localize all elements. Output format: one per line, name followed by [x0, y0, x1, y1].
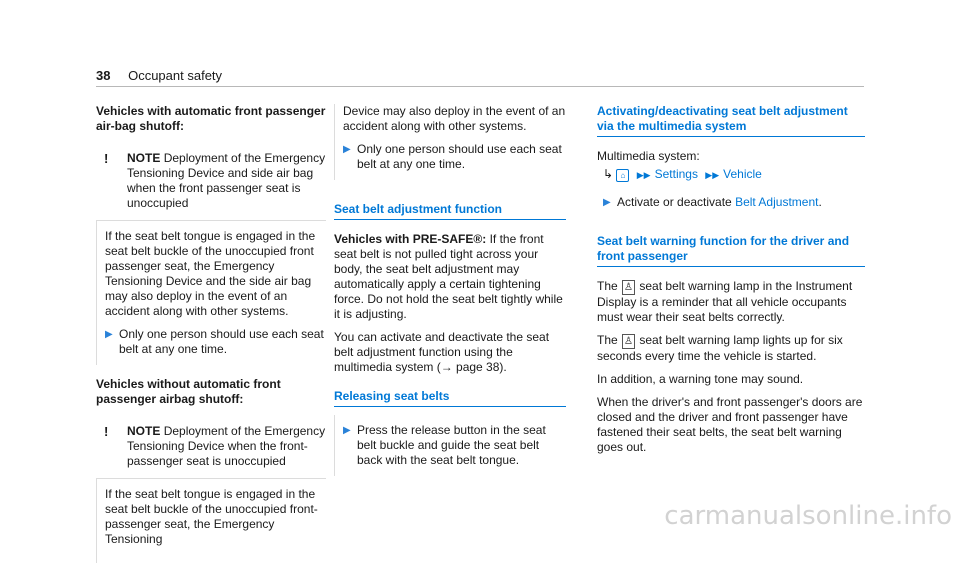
seat-belt-icon: ♙: [622, 334, 635, 349]
warn-text: seat belt warning lamp in the Instrument Display is a reminder that all vehicle occupants must wear their seat belts correctly.: [597, 279, 853, 324]
presafe-text: If the front seat belt is not pulled tight across your body, the seat belt adjustment may automatically apply a certain tightening force. Do not hold the seat belt tightly while it is adjusting.: [334, 232, 563, 321]
heading-adjust: Seat belt adjustment function: [334, 202, 566, 220]
action-item: [105, 327, 326, 357]
release-block: [334, 415, 566, 476]
watermark: carmanualsonline.info: [664, 501, 952, 531]
section-title: Occupant safety: [128, 68, 223, 83]
action-item: [343, 142, 566, 172]
warn-text: The: [597, 333, 618, 347]
breadcrumb: [603, 167, 865, 183]
action-arrow-icon: ▶: [343, 144, 351, 155]
belt-adjustment-link: Belt Adjustment: [735, 195, 819, 209]
action-arrow-icon: ▶: [343, 425, 351, 436]
action-text: Only one person should use each seat belt at any one time.: [357, 142, 562, 171]
note-text: Deployment of the Emergency Tensioning Device and side air bag when the front passenger seat is unoccupied: [127, 151, 326, 210]
note-title: NOTE: [127, 151, 161, 165]
page-header: [96, 68, 222, 83]
home-icon: ⌂: [616, 169, 629, 182]
warn-text: In addition, a warning tone may sound.: [597, 372, 804, 386]
note-2: [96, 420, 326, 479]
chevron-right-icon: ▶▶: [705, 170, 720, 180]
warning-icon: !: [104, 151, 109, 166]
heading-no-shutoff: Vehicles without automatic front passenger airbag shutoff:: [96, 377, 281, 406]
note-1-body: [96, 221, 326, 365]
action-text: Only one person should use each seat belt at any one time.: [119, 327, 324, 356]
chevron-right-icon: ▶▶: [636, 170, 651, 180]
note-1: [96, 147, 326, 221]
seat-belt-icon: ♙: [622, 280, 635, 295]
activate-prefix: Activate or deactivate: [617, 195, 732, 209]
column-3: [597, 104, 865, 463]
action-arrow-icon: ▶: [105, 329, 113, 340]
action-item: [343, 423, 566, 468]
heading-release: Releasing seat belts: [334, 389, 566, 407]
note-text: Deployment of the Emergency Tensioning Device when the front-passenger seat is unoccupied: [127, 424, 326, 468]
header-rule: [96, 86, 864, 87]
warn-text: When the driver's and front passenger's doors are closed and the driver and front passenger have fastened their seat belts, the seat belt warning goes out.: [597, 395, 863, 454]
presafe-label: Vehicles with PRE-SAFE®:: [334, 232, 487, 246]
heading-activating: Activating/deactivating seat belt adjustment via the multimedia system: [597, 104, 865, 137]
note-continued: [334, 104, 566, 180]
activate-text: You can activate and deactivate the seat belt adjustment function using the multimedia system (→ page 38).: [334, 330, 550, 374]
note-title: NOTE: [127, 424, 161, 438]
return-arrow-icon: ↳: [603, 167, 614, 181]
action-arrow-icon: ▶: [603, 197, 611, 208]
warn-text: seat belt warning lamp lights up for six seconds every time the vehicle is started.: [597, 333, 843, 363]
action-item: ▶ Activate or deactivate Belt Adjustment.: [603, 195, 822, 209]
column-2: [334, 104, 566, 476]
crumb-vehicle: Vehicle: [723, 167, 762, 181]
page-number: 38: [96, 68, 111, 83]
warning-icon: !: [104, 424, 109, 439]
multimedia-label: Multimedia system:: [597, 149, 700, 163]
column-1: [96, 104, 326, 563]
heading-auto-shutoff: Vehicles with automatic front passenger air-bag shutoff:: [96, 104, 326, 133]
heading-warning: Seat belt warning function for the driver and front passenger: [597, 234, 865, 267]
note-body: If the seat belt tongue is engaged in the seat belt buckle of the unoccupied front passenger seat, the Emergency Tensioning Device and the side air bag may also deploy in the event of an accident along with other systems.: [105, 229, 316, 318]
action-text: Press the release button in the seat belt buckle and guide the seat belt back with the seat belt tongue.: [357, 423, 546, 467]
note-body: If the seat belt tongue is engaged in the seat belt buckle of the unoccupied front-passenger seat, the Emergency Tensioning: [105, 487, 318, 546]
warn-text: The: [597, 279, 618, 293]
note-body-continued: Device may also deploy in the event of an accident along with other systems.: [343, 104, 566, 133]
note-2-body: [96, 479, 326, 563]
crumb-settings: Settings: [654, 167, 698, 181]
